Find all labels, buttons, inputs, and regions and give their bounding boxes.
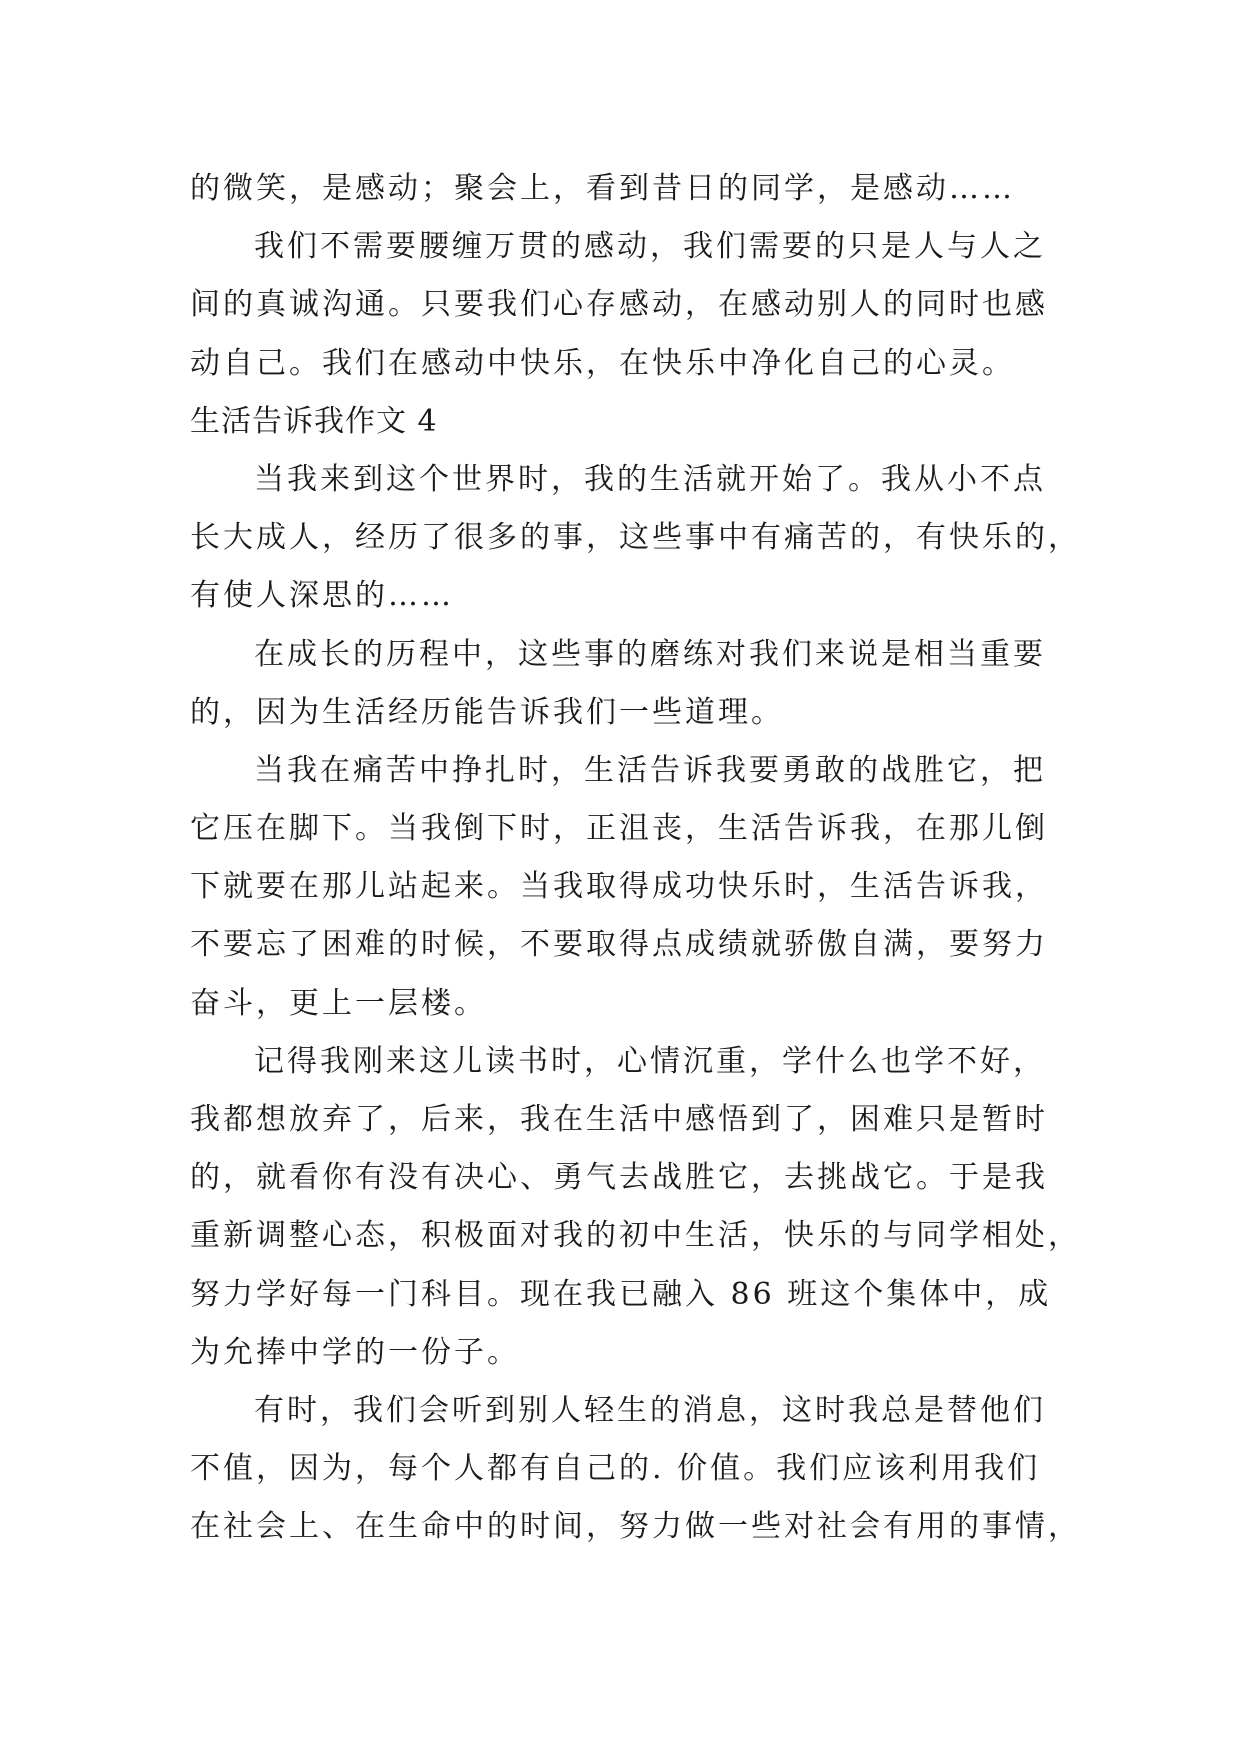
text-line: 长大成人，经历了很多的事，这些事中有痛苦的，有快乐的， [190, 520, 1081, 556]
text-line: 间的真诚沟通。只要我们心存感动，在感动别人的同时也感 [190, 287, 1048, 323]
paragraph [190, 742, 1070, 1033]
text-line: 当我在痛苦中挣扎时，生活告诉我要勇敢的战胜它，把 [254, 752, 1046, 788]
text-line: 我都想放弃了，后来，我在生活中感悟到了，困难只是暂时 [190, 1102, 1048, 1137]
text-line: 不值，因为，每个人都有自己的. 价值。我们应该利用我们 [190, 1451, 1041, 1487]
text-line: 的微笑，是感动；聚会上，看到昔日的同学，是感动…… [190, 171, 1015, 206]
document-body [190, 160, 1081, 1557]
section-heading [190, 393, 1070, 451]
paragraph [190, 1382, 1081, 1557]
paragraph [190, 626, 1070, 742]
text-line: 当我来到这个世界时，我的生活就开始了。我从小不点 [254, 461, 1046, 497]
text-line: 下就要在那儿站起来。当我取得成功快乐时，生活告诉我， [190, 869, 1048, 905]
text-line: 不要忘了困难的时候，不要取得点成绩就骄傲自满，要努力 [190, 927, 1048, 963]
paragraph [190, 160, 1070, 218]
text-line: 动自己。我们在感动中快乐，在快乐中净化自己的心灵。 [190, 345, 1015, 381]
text-line: 我们不需要腰缠万贯的感动，我们需要的只是人与人之 [254, 229, 1046, 265]
text-line: 重新调整心态，积极面对我的初中生活，快乐的与同学相处， [190, 1218, 1081, 1254]
text-line: 的，因为生活经历能告诉我们一些道理。 [190, 694, 784, 730]
text-line: 为允捧中学的一份子。 [190, 1334, 520, 1370]
text-line: 的，就看你有没有决心、勇气去战胜它，去挑战它。于是我 [190, 1160, 1048, 1196]
text-line: 它压在脚下。当我倒下时，正沮丧，生活告诉我，在那儿倒 [190, 811, 1048, 847]
heading-text: 生活告诉我作文 4 [190, 403, 438, 439]
text-line: 有使人深思的…… [190, 578, 454, 614]
paragraph [190, 218, 1070, 393]
text-line: 有时，我们会听到别人轻生的消息，这时我总是替他们 [254, 1392, 1046, 1428]
text-line: 在成长的历程中，这些事的磨练对我们来说是相当重要 [254, 636, 1046, 672]
text-line: 奋斗，更上一层楼。 [190, 985, 487, 1021]
paragraph [190, 1033, 1081, 1382]
text-line: 在社会上、在生命中的时间，努力做一些对社会有用的事情， [190, 1509, 1081, 1545]
paragraph [190, 451, 1081, 626]
text-line: 记得我刚来这儿读书时，心情沉重，学什么也学不好， [254, 1043, 1046, 1079]
text-line: 努力学好每一门科目。现在我已融入 86 班这个集体中，成 [190, 1276, 1052, 1312]
